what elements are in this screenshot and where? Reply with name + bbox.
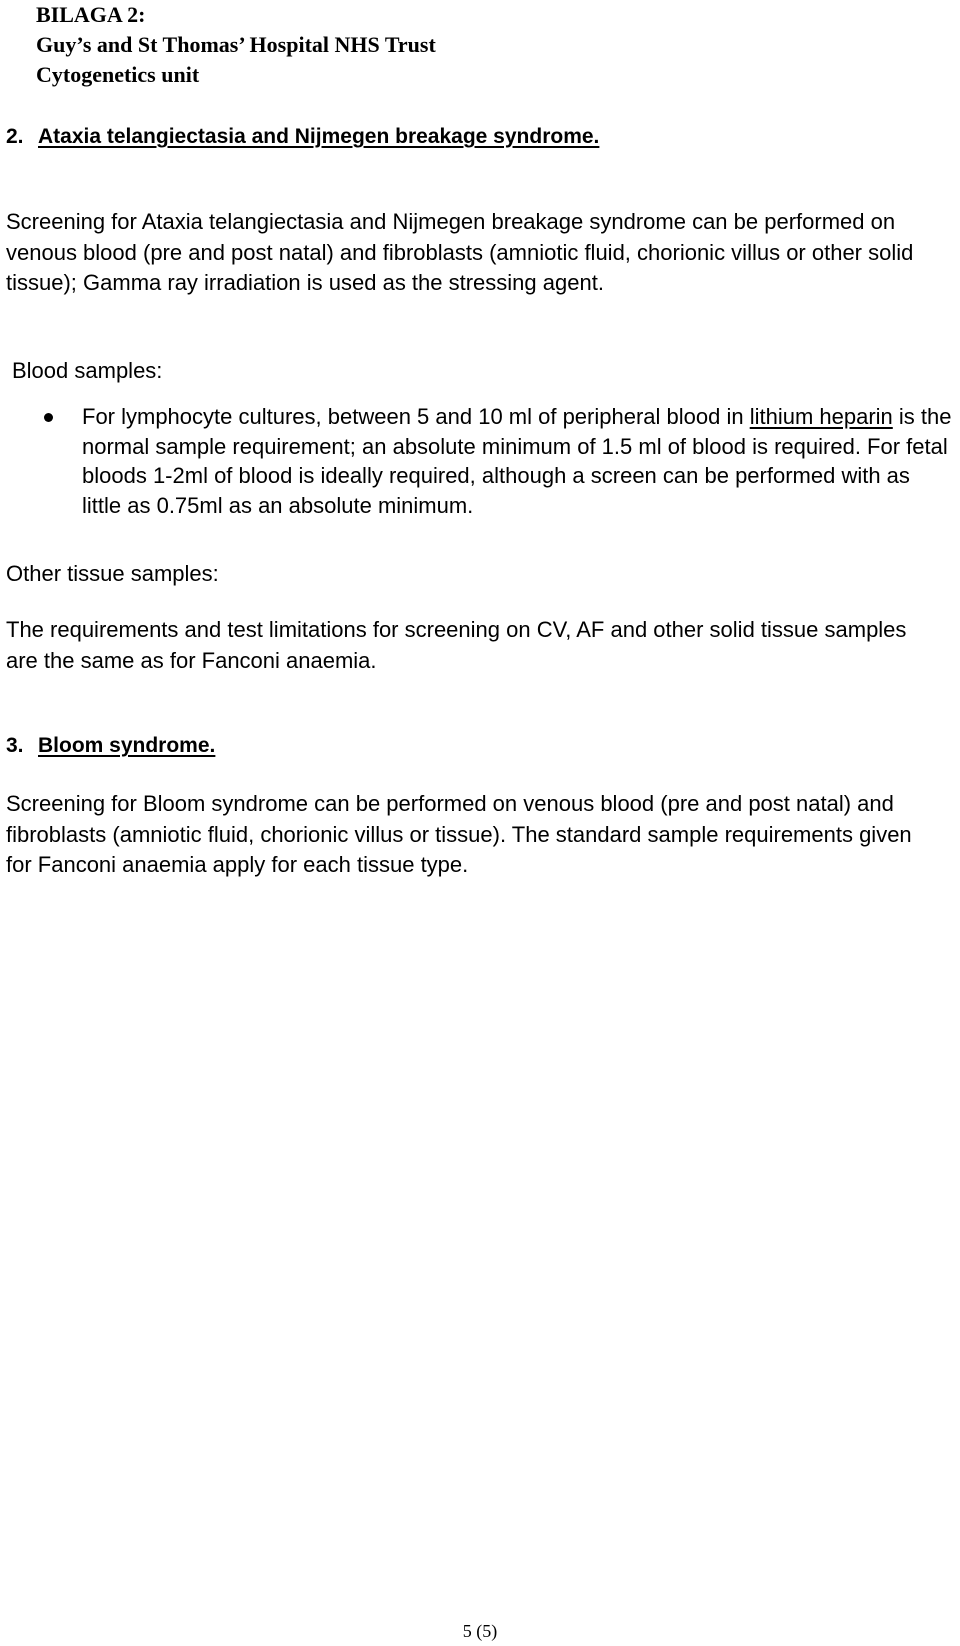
header-annex-label: BILAGA 2: — [36, 2, 146, 27]
other-tissue-label: Other tissue samples: — [6, 561, 219, 586]
bullet-text-after: is the normal sample requirement; an absolute minimum of 1.5 ml of blood is required. For fetal bloods 1-2ml of blood is ideally required, although a screen can be performed with as little as 0.75ml as an absolute minimum. — [82, 404, 952, 518]
blood-samples-label: Blood samples: — [12, 358, 163, 383]
bullet-icon — [44, 413, 53, 422]
section-2-number: 2. — [6, 125, 24, 148]
section-2-title: Ataxia telangiectasia and Nijmegen breakage syndrome. — [38, 125, 600, 148]
section-2-heading — [6, 124, 599, 150]
page-number: 5 (5) — [462, 1621, 498, 1641]
section-2-intro: Screening for Ataxia telangiectasia and Nijmegen breakage syndrome can be performed on venous blood (pre and post natal) and fibroblasts (amniotic fluid, chorionic villus or other solid tissue); Gamma ray irradiation is used as the stressing agent. — [6, 209, 914, 295]
bullet-text — [82, 402, 954, 520]
bullet-text-before: For lymphocyte cultures, between 5 and 10 ml of peripheral blood in — [82, 404, 750, 429]
section-3-heading — [6, 733, 215, 759]
other-tissue-text: The requirements and test limitations for screening on CV, AF and other solid tissue samples are the same as for Fanconi anaemia. — [6, 617, 907, 673]
header-organization: Guy’s and St Thomas’ Hospital NHS Trust — [36, 32, 436, 57]
lithium-heparin-link: lithium heparin — [749, 404, 893, 429]
document-header — [36, 0, 436, 90]
header-unit: Cytogenetics unit — [36, 62, 200, 87]
section-3-title: Bloom syndrome. — [38, 734, 216, 757]
section-3-text: Screening for Bloom syndrome can be performed on venous blood (pre and post natal) and fibroblasts (amniotic fluid, chorionic villus or tissue). The standard sample requirements given for Fanconi anaemia apply for each tissue type. — [6, 791, 912, 877]
section-3-number: 3. — [6, 734, 24, 757]
